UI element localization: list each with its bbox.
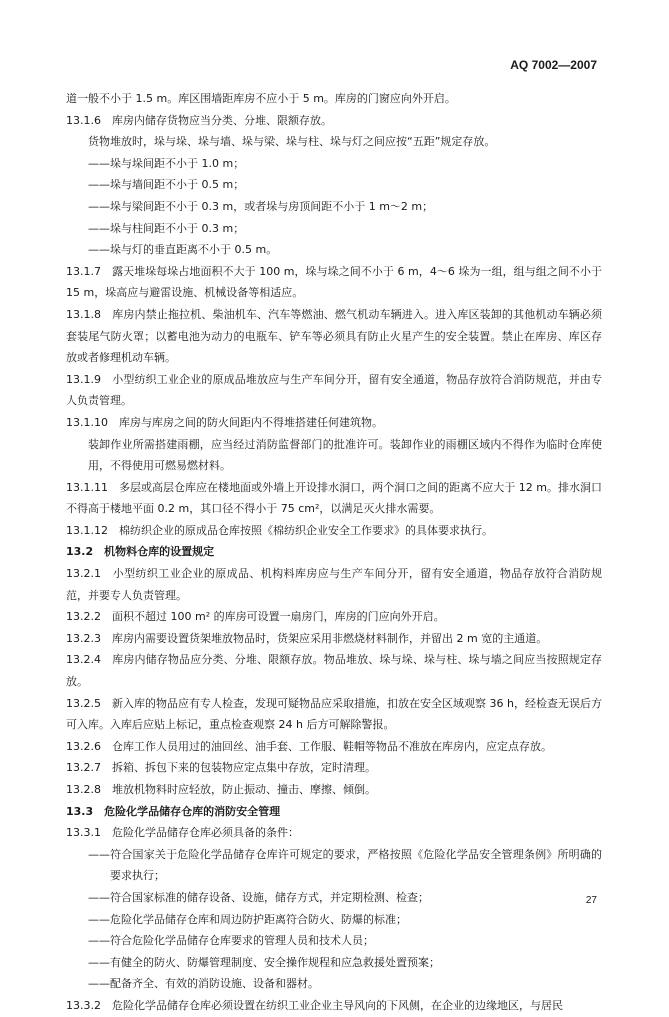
paragraph: 13.2.1 小型纺织工业企业的原成品、机构料库房应与生产车间分开，留有安全通道，物品存放符合消防规范，并要专人负责管理。 xyxy=(66,567,602,602)
paragraph: 13.1.7 露天堆垛每垛占地面积不大于 100 m，垛与垛之间不小于 6 m，4～6 垛为一组，组与组之间不小于 15 m，垛高应与避雷设施、机械设备等相适应。 xyxy=(66,264,602,300)
paragraph: 13.2.5 新入库的物品应有专人检查，发现可疑物品应采取措施，扣放在安全区域观察 36 h，经检查无误后方可入库。入库后应贴上标记，重点检查观察 24 h 后方可解除警报。 xyxy=(66,696,602,732)
paragraph: 货物堆放时，垛与垛、垛与墙、垛与梁、垛与柱、垛与灯之间应按“五距”规定存放。 xyxy=(88,135,496,149)
paragraph: 13.3.2 危险化学品储存仓库必须设置在纺织工业企业主导风向的下风侧，在企业的边缘地区，与居民 xyxy=(66,998,563,1012)
paragraph: 13.3 危险化学品储存仓库的消防安全管理 xyxy=(66,804,281,818)
paragraph: 13.2.4 库房内储存物品应分类、分堆、限额存放。物品堆放、垛与垛、垛与柱、垛与墙之间应当按照规定存放。 xyxy=(66,653,602,689)
paragraph: 13.1.10 库房与库房之间的防火间距内不得堆搭建任何建筑物。 xyxy=(66,415,383,429)
paragraph: 13.2 机物料仓库的设置规定 xyxy=(66,545,215,559)
paragraph: ——符合危险化学品储存仓库要求的管理人员和技术人员； xyxy=(88,934,374,948)
paragraph: 13.1.9 小型纺织工业企业的原成品堆放应与生产车间分开，留有安全通道，物品存放符合消防规范，并由专人负责管理。 xyxy=(66,372,602,408)
document-body xyxy=(66,88,602,1017)
paragraph: 装卸作业所需搭建雨棚，应当经过消防监督部门的批准许可。装卸作业的雨棚区域内不得作为临时仓库使用，不得使用可燃易燃材料。 xyxy=(88,437,602,473)
paragraph: 13.1.8 库房内禁止拖拉机、柴油机车、汽车等燃油、燃气机动车辆进入。进入库区装卸的其他机动车辆必须套装尾气防火罩；以蓄电池为动力的电瓶车、铲车等必须具有防止火星产生的安全装置。禁止在库房、库区存放或者修理机动车辆。 xyxy=(66,307,602,365)
paragraph: 13.2.7 拆箱、拆包下来的包装物应定点集中存放，定时清理。 xyxy=(66,761,376,775)
paragraph: 13.2.3 库房内需要设置货架堆放物品时，货架应采用非燃烧材料制作，并留出 2 m 宽的主通道。 xyxy=(66,631,548,645)
paragraph: ——符合国家关于危险化学品储存仓库许可规定的要求，严格按照《危险化学品安全管理条例》所明确的要求执行； xyxy=(88,847,602,883)
paragraph: ——垛与柱间距不小于 0.3 m； xyxy=(88,221,245,235)
paragraph: 道一般不小于 1.5 m。库区围墙距库房不应小于 5 m。库房的门窗应向外开启。 xyxy=(66,92,456,105)
paragraph: ——垛与垛间距不小于 1.0 m； xyxy=(88,156,245,170)
paragraph: ——垛与墙间距不小于 0.5 m； xyxy=(88,178,245,192)
paragraph: 13.2.6 仓库工作人员用过的油回丝、油手套、工作服、鞋帽等物品不准放在库房内，应定点存放。 xyxy=(66,739,552,753)
paragraph: 13.2.2 面积不超过 100 m² 的库房可设置一扇房门，库房的门应向外开启。 xyxy=(66,610,445,624)
paragraph: 13.3.1 危险化学品储存仓库必须具备的条件： xyxy=(66,826,299,840)
paragraph: ——符合国家标准的储存设备、设施，储存方式，并定期检测、检查； xyxy=(88,890,429,904)
paragraph: ——垛与灯的垂直距离不小于 0.5 m。 xyxy=(88,243,278,257)
paragraph: 13.2.8 堆放机物料时应轻放，防止振动、撞击、摩擦、倾倒。 xyxy=(66,783,376,796)
page-number: 27 xyxy=(585,895,597,906)
paragraph: 13.1.11 多层或高层仓库应在楼地面或外墙上开设排水洞口，两个洞口之间的距离不应大于 12 m。排水洞口不得高于楼地平面 0.2 m，其口径不得小于 75 cm²，以满足灭火排水需要。 xyxy=(66,480,602,516)
paragraph: ——有健全的防火、防爆管理制度、安全操作规程和应急救援处置预案； xyxy=(88,955,440,969)
paragraph: ——垛与梁间距不小于 0.3 m，或者垛与房顶间距不小于 1 m～2 m； xyxy=(88,199,434,213)
standard-code: AQ 7002—2007 xyxy=(510,58,597,72)
paragraph: ——危险化学品储存仓库和周边防护距离符合防火、防爆的标准； xyxy=(88,912,407,926)
paragraph: 13.1.12 棉纺织企业的原成品仓库按照《棉纺织企业安全工作要求》的具体要求执行。 xyxy=(66,523,493,537)
paragraph: ——配备齐全、有效的消防设施、设备和器材。 xyxy=(88,977,319,991)
paragraph: 13.1.6 库房内储存货物应当分类、分堆、限额存放。 xyxy=(66,113,332,127)
